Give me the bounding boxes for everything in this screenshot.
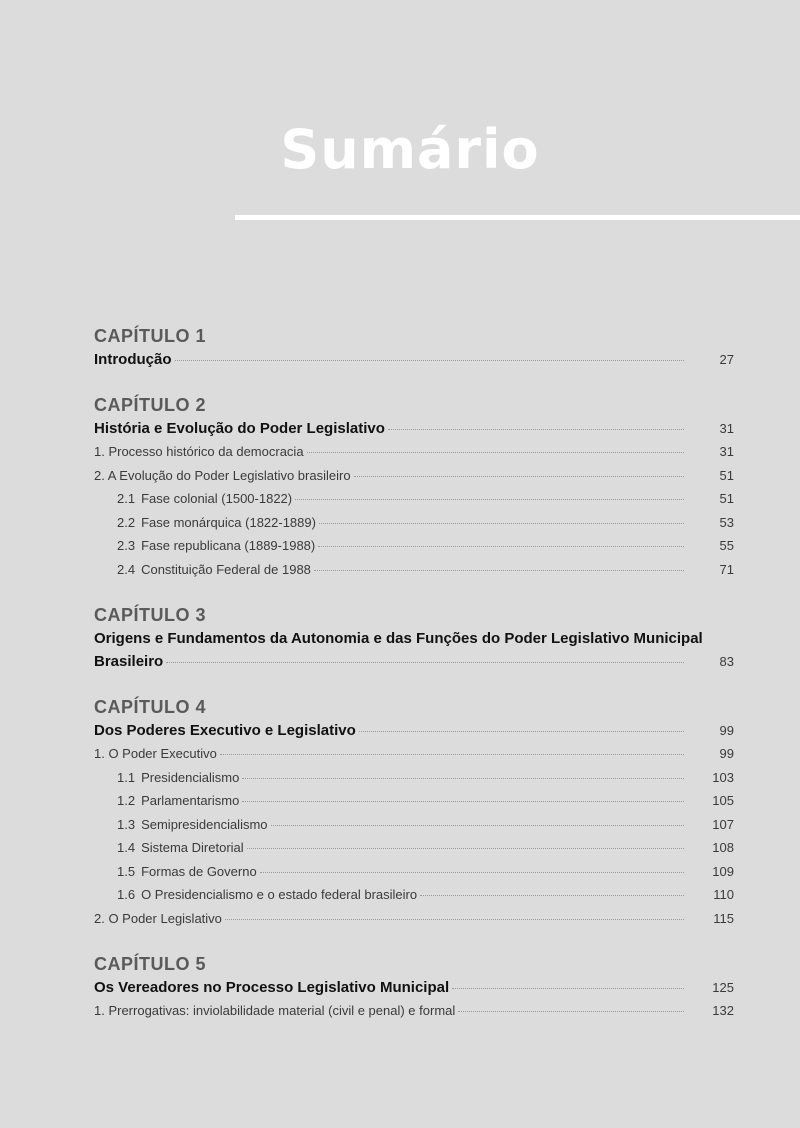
section-number: 2.1 <box>117 491 136 506</box>
section-title: Fase republicana (1889-1988) <box>141 538 316 553</box>
section-title: Fase monárquica (1822-1889) <box>141 514 316 530</box>
dot-leader <box>420 895 684 896</box>
entry-title: História e Evolução do Poder Legislativo <box>94 420 385 437</box>
entry-title <box>117 766 239 790</box>
section-title: Semipresidencialismo <box>141 816 268 832</box>
dot-leader <box>452 988 684 989</box>
chapter-label: CAPÍTULO 1 <box>94 326 207 346</box>
dot-leader <box>359 731 684 732</box>
entry-title <box>117 836 244 860</box>
toc-entry[interactable] <box>94 348 734 371</box>
chapter-5 <box>94 952 734 1023</box>
section-title: Sistema Diretorial <box>141 840 244 855</box>
toc-subentry[interactable] <box>94 883 734 907</box>
page-number: 53 <box>719 514 734 530</box>
dot-leader <box>247 848 684 849</box>
entry-title <box>117 558 311 582</box>
dot-leader <box>458 1011 684 1012</box>
dot-leader <box>388 429 684 430</box>
entry-title: 2. A Evolução do Poder Legislativo brasileiro <box>94 467 351 483</box>
page-number: 83 <box>719 654 734 669</box>
toc-entry[interactable] <box>94 650 734 673</box>
page-number: 31 <box>719 444 734 459</box>
page-number: 103 <box>712 769 734 785</box>
chapter-label: CAPÍTULO 3 <box>94 605 207 625</box>
entry-title: 1. O Poder Executivo <box>94 746 217 761</box>
entry-title <box>117 883 417 907</box>
chapter-3 <box>94 603 734 673</box>
table-of-contents <box>94 324 734 1045</box>
page-number: 125 <box>712 980 734 995</box>
page-number: 109 <box>712 863 734 879</box>
section-number: 1.4 <box>117 840 136 855</box>
toc-subentry[interactable] <box>94 789 734 813</box>
dot-leader <box>260 872 684 873</box>
page-number: 132 <box>712 1003 734 1018</box>
section-title: Parlamentarismo <box>141 793 240 808</box>
section-title: Formas de Governo <box>141 863 257 879</box>
entry-title: Brasileiro <box>94 653 164 670</box>
dot-leader <box>242 801 684 802</box>
page-number: 71 <box>719 561 734 577</box>
toc-subentry[interactable] <box>94 860 734 884</box>
section-title: O Presidencialismo e o estado federal brasileiro <box>141 887 418 902</box>
dot-leader <box>314 570 684 571</box>
section-number: 1.1 <box>117 769 136 785</box>
page-number: 51 <box>719 491 734 506</box>
dot-leader <box>271 825 684 826</box>
dot-leader <box>354 476 684 477</box>
toc-subentry[interactable] <box>94 766 734 790</box>
chapter-label: CAPÍTULO 5 <box>94 954 207 974</box>
page-number: 110 <box>713 887 734 902</box>
toc-entry[interactable] <box>94 907 734 931</box>
toc-entry[interactable] <box>94 719 734 742</box>
toc-subentry[interactable] <box>94 511 734 535</box>
chapter-4 <box>94 695 734 930</box>
toc-subentry[interactable] <box>94 487 734 511</box>
section-number: 1.2 <box>117 793 136 808</box>
section-number: 1.6 <box>117 887 136 902</box>
toc-entry[interactable] <box>94 742 734 766</box>
toc-subentry[interactable] <box>94 836 734 860</box>
chapter-2 <box>94 393 734 581</box>
dot-leader <box>318 546 684 547</box>
page-number: 108 <box>712 840 734 855</box>
section-number: 2.2 <box>117 514 136 530</box>
toc-entry[interactable] <box>94 417 734 440</box>
section-title: Constituição Federal de 1988 <box>141 561 311 577</box>
dot-leader <box>295 499 684 500</box>
dot-leader <box>220 754 684 755</box>
dot-leader <box>175 360 685 361</box>
dot-leader <box>307 452 684 453</box>
section-title: Fase colonial (1500-1822) <box>141 491 293 506</box>
page-number: 107 <box>712 816 734 832</box>
dot-leader <box>319 523 684 524</box>
entry-title: 2. O Poder Legislativo <box>94 910 222 926</box>
toc-subentry[interactable] <box>94 813 734 837</box>
toc-subentry[interactable] <box>94 534 734 558</box>
page-number: 51 <box>719 467 734 483</box>
toc-subentry[interactable] <box>94 558 734 582</box>
section-number: 2.4 <box>117 561 136 577</box>
entry-title <box>117 487 292 511</box>
entry-title <box>117 534 315 558</box>
title-underline <box>235 215 800 220</box>
section-title: Presidencialismo <box>141 769 240 785</box>
toc-entry[interactable] <box>94 976 734 999</box>
section-number: 2.3 <box>117 538 136 553</box>
page-number: 99 <box>719 746 734 761</box>
page-number: 105 <box>712 793 734 808</box>
toc-entry[interactable] <box>94 999 734 1023</box>
dot-leader <box>225 919 684 920</box>
entry-title <box>117 789 239 813</box>
entry-title <box>117 813 268 837</box>
dot-leader <box>166 662 684 663</box>
dot-leader <box>242 778 684 779</box>
chapter-label: CAPÍTULO 2 <box>94 395 207 415</box>
entry-title: Introdução <box>94 351 172 368</box>
toc-entry[interactable] <box>94 464 734 488</box>
chapter-label: CAPÍTULO 4 <box>94 697 207 717</box>
entry-title: Os Vereadores no Processo Legislativo Municipal <box>94 979 450 996</box>
page-number: 31 <box>719 421 734 436</box>
entry-title: 1. Prerrogativas: inviolabilidade material (civil e penal) e formal <box>94 1003 456 1018</box>
entry-title <box>117 860 257 884</box>
entry-title: Dos Poderes Executivo e Legislativo <box>94 722 356 739</box>
page-title: Sumário <box>280 118 540 181</box>
page-number: 55 <box>719 538 734 553</box>
chapter-1 <box>94 324 734 371</box>
entry-title-line[interactable]: Origens e Fundamentos da Autonomia e das Funções do Poder Legislativo Municipal <box>94 630 703 647</box>
entry-title <box>117 511 316 535</box>
toc-entry[interactable] <box>94 440 734 464</box>
page-number: 115 <box>713 910 734 926</box>
entry-title: 1. Processo histórico da democracia <box>94 444 304 459</box>
page-number: 27 <box>719 352 734 367</box>
section-number: 1.3 <box>117 816 136 832</box>
page-number: 99 <box>719 723 734 738</box>
section-number: 1.5 <box>117 863 136 879</box>
